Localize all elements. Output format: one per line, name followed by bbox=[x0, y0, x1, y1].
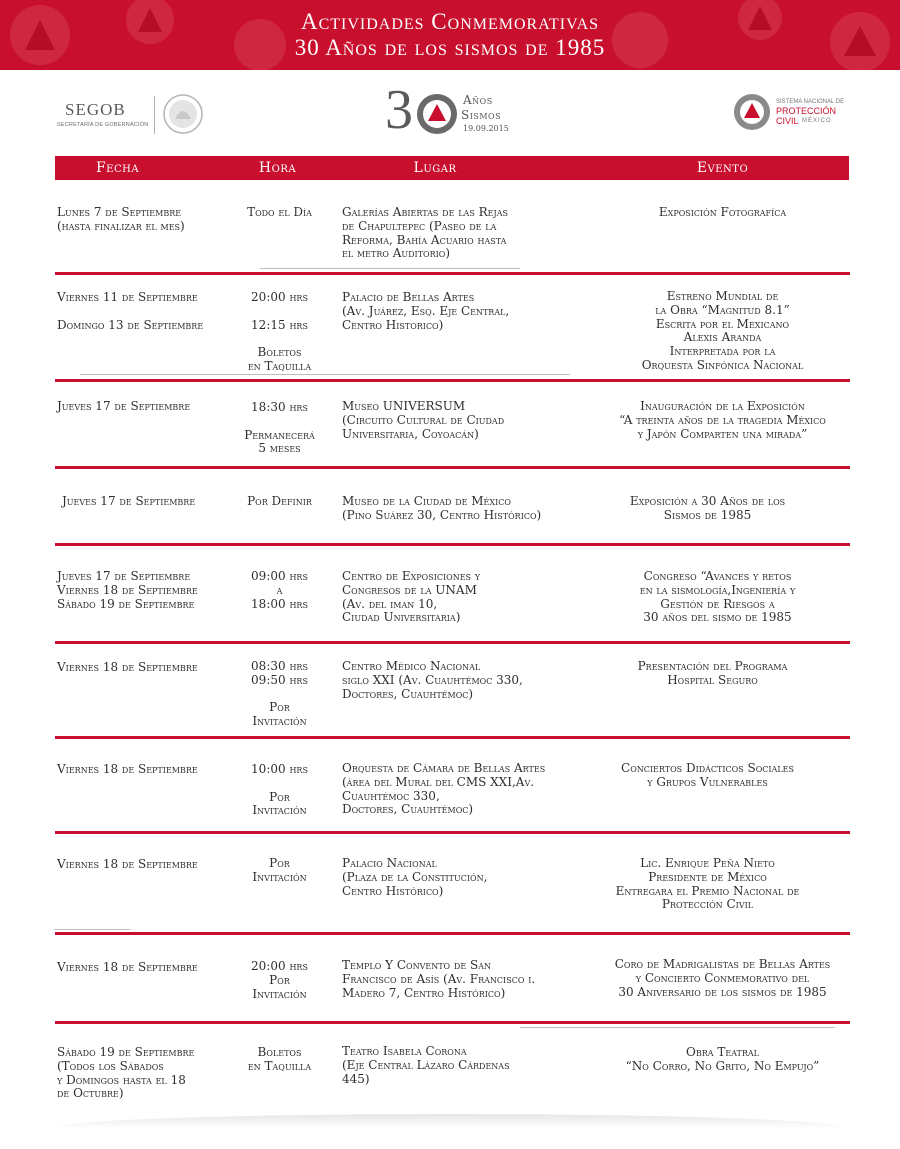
row-place: Centro Médico Nacional siglo XXI (Av. Cuauhtémoc 330, Doctores, Cuauhtémoc) bbox=[342, 659, 523, 701]
row-event: Inauguración de la Exposición “A treinta años de la tragedia México y Japón Comparten una mirada” bbox=[619, 399, 826, 441]
proteccion-civil-logo bbox=[732, 92, 852, 140]
row-date: Viernes 18 de Septiembre bbox=[57, 660, 198, 674]
row-date: Lunes 7 de Septiembre (hasta finalizar el mes) bbox=[57, 205, 185, 233]
row-place: Teatro Isabela Corona (Eje Central Lázaro Cárdenas 445) bbox=[342, 1044, 510, 1086]
row-separator bbox=[55, 379, 850, 382]
aniversario-logo bbox=[385, 79, 515, 141]
footer-shadow bbox=[55, 1114, 845, 1128]
pc-line1: SISTEMA NACIONAL DE bbox=[776, 99, 845, 105]
row-separator bbox=[55, 466, 850, 469]
header-fecha: Fecha bbox=[95, 160, 140, 176]
row-event: Presentación del Programa Hospital Seguro bbox=[637, 659, 788, 687]
row-time: Por Definir bbox=[247, 494, 312, 508]
row-event: Estreno Mundial de la Obra “Magnitud 8.1” Escrita por el Mexicano Alexis Aranda Interpretada por la Orquesta Sinfónica Nacional bbox=[641, 289, 804, 372]
row-separator bbox=[55, 831, 850, 834]
header-hora: Hora bbox=[258, 160, 297, 176]
row-time: 09:00 hrs a 18:00 hrs bbox=[251, 569, 308, 611]
row-time: 18:30 hrs Permanecerá 5 meses bbox=[244, 400, 315, 456]
row-place: Palacio de Bellas Artes (Av. Juárez, Esq. Eje Central, Centro Historico) bbox=[342, 290, 510, 332]
row-time: Por Invitación bbox=[252, 856, 307, 884]
title-banner bbox=[0, 0, 900, 70]
row-place: Museo UNIVERSUM (Circuito Cultural de Ciudad Universitaria, Coyoacán) bbox=[342, 399, 505, 441]
row-event: Obra Teatral “No Corro, No Grito, No Empujo” bbox=[625, 1045, 820, 1073]
row-date: Jueves 17 de Septiembre bbox=[62, 494, 196, 508]
row-event: Coro de Madrigalistas de Bellas Artes y Concierto Conmemorativo del 30 Aniversario de los sismos de 1985 bbox=[614, 957, 831, 999]
row-separator bbox=[55, 641, 850, 644]
row-date: Sábado 19 de Septiembre (Todos los Sábados y Domingos hasta el 18 de Octubre) bbox=[57, 1045, 195, 1101]
logo-date: 19.09.2015 bbox=[463, 124, 509, 133]
pc-line2: PROTECCIÓN CIVIL bbox=[776, 106, 837, 126]
segob-divider bbox=[154, 96, 155, 134]
table-header bbox=[55, 156, 849, 180]
row-event: Exposición a 30 Años de los Sismos de 1985 bbox=[629, 494, 786, 522]
row-date: Viernes 18 de Septiembre bbox=[57, 762, 198, 776]
row-event: Congreso “Avances y retos en la sismología,Ingeniería y Gestión de Riesgos a 30 años del sismo de 1985 bbox=[639, 569, 796, 625]
row-time: Todo el Día bbox=[247, 205, 312, 219]
logo-anos: Años bbox=[463, 93, 493, 107]
row-separator bbox=[55, 543, 850, 546]
row-divider bbox=[520, 1027, 835, 1028]
row-separator bbox=[55, 736, 850, 739]
banner-title-line2: 30 Años de los sismos de 1985 bbox=[294, 35, 606, 60]
logo-sismos: Sismos bbox=[461, 108, 502, 122]
header-lugar: Lugar bbox=[413, 160, 457, 176]
row-place: Galerías Abiertas de las Rejas de Chapultepec (Paseo de la Reforma, Bahía Acuario hasta el metro Auditorio) bbox=[342, 205, 508, 261]
row-event: Exposición Fotografíca bbox=[658, 205, 787, 219]
row-place: Templo Y Convento de San Francisco de Asís (Av. Francisco i. Madero 7, Centro Histórico) bbox=[342, 958, 536, 1000]
segob-logo bbox=[55, 92, 215, 140]
row-separator bbox=[55, 1021, 850, 1024]
row-event: Conciertos Didácticos Sociales y Grupos Vulnerables bbox=[621, 761, 794, 789]
pc-line3: MÉXICO bbox=[802, 118, 832, 124]
segob-wordmark: SEGOB bbox=[65, 100, 126, 119]
row-time: Boletos en Taquilla bbox=[247, 1045, 312, 1073]
proteccion-civil-emblem-icon bbox=[732, 92, 772, 132]
row-date: Viernes 18 de Septiembre bbox=[57, 960, 198, 974]
row-place: Museo de la Ciudad de México (Pino Suárez 30, Centro Histórico) bbox=[342, 494, 542, 522]
row-event: Lic. Enrique Peña Nieto Presidente de México Entregara el Premio Nacional de Protección Civil bbox=[615, 856, 800, 912]
row-date: Jueves 17 de Septiembre Viernes 18 de Septiembre Sábado 19 de Septiembre bbox=[57, 569, 198, 611]
zero-emblem-icon bbox=[415, 92, 459, 136]
row-divider bbox=[80, 374, 570, 375]
row-date: Viernes 18 de Septiembre bbox=[57, 857, 198, 871]
row-separator bbox=[55, 932, 850, 935]
row-time: 10:00 hrs Por Invitación bbox=[251, 762, 308, 818]
row-place: Orquesta de Cámara de Bellas Artes (área del Mural del CMS XXI,Av. Cuauhtémoc 330, Doctores, Cuauhtémoc) bbox=[342, 761, 546, 817]
logo-number: 3 bbox=[385, 79, 413, 141]
row-place: Palacio Nacional (Plaza de la Constitución, Centro Histórico) bbox=[342, 856, 488, 898]
row-separator bbox=[55, 272, 850, 275]
row-time: 20:00 hrs Por Invitación bbox=[251, 959, 308, 1001]
row-divider bbox=[260, 268, 520, 269]
segob-subtitle: SECRETARÍA DE GOBERNACIÓN bbox=[57, 122, 149, 128]
row-date: Viernes 11 de Septiembre Domingo 13 de Septiembre bbox=[57, 290, 204, 332]
row-place: Centro de Exposiciones y Congresos de la UNAM (Av. del iman 10, Ciudad Universitaria) bbox=[342, 569, 481, 625]
row-time: 20:00 hrs 12:15 hrs Boletos en Taquilla bbox=[247, 290, 312, 373]
banner-title-line1: Actividades Conmemorativas bbox=[300, 9, 600, 34]
row-date: Jueves 17 de Septiembre bbox=[57, 399, 191, 413]
mexico-seal-icon bbox=[162, 93, 204, 135]
row-divider bbox=[55, 929, 130, 930]
header-evento: Evento bbox=[696, 160, 749, 176]
row-time: 08:30 hrs 09:50 hrs Por Invitación bbox=[251, 659, 308, 729]
